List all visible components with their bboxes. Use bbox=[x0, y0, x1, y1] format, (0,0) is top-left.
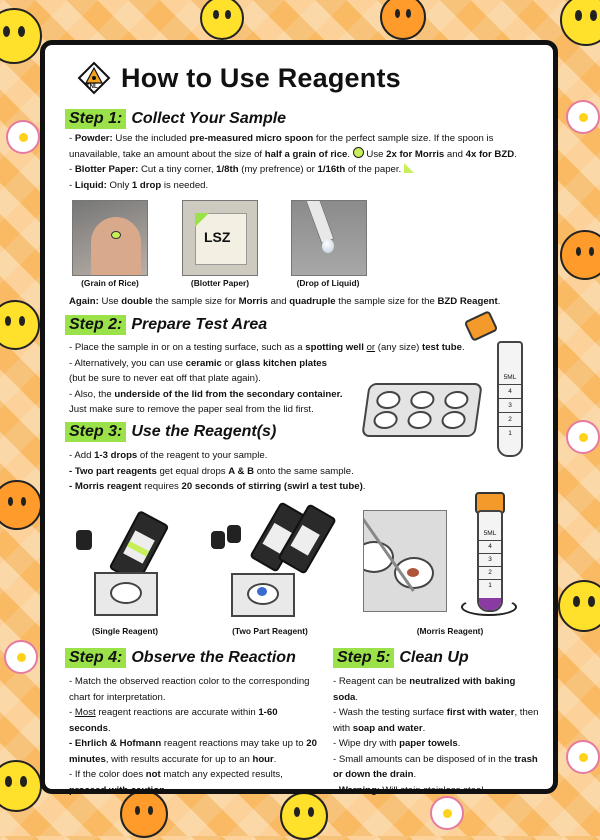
step2-line5: Just make sure to remove the paper seal from the lid first. bbox=[69, 404, 314, 415]
tube-mark: 2 bbox=[479, 567, 501, 580]
step2-line3: (but be sure to never eat off that plate again). bbox=[69, 373, 261, 384]
flower-icon bbox=[430, 796, 464, 830]
flower-icon bbox=[566, 420, 600, 454]
tube-mark: 4 bbox=[479, 541, 501, 554]
step4-badge: Step 4: bbox=[65, 648, 126, 668]
tube-mark: 2 bbox=[499, 413, 521, 427]
step5-line1: - Reagent can be neutralized with baking soda. bbox=[333, 676, 516, 703]
step5-text bbox=[333, 674, 543, 798]
tube-mark: 5ML bbox=[479, 528, 501, 541]
tube-mark: 1 bbox=[508, 430, 512, 437]
blotter-line: - Blotter Paper: Cut a tiny corner, 1/8th (my prefrence) or 1/16th of the paper. bbox=[69, 162, 539, 178]
smiley-face-icon bbox=[380, 0, 426, 40]
logo-text: TNL bbox=[86, 84, 98, 90]
step5-line5: - Warning: Will stain stainless steel... bbox=[333, 784, 492, 796]
smiley-face-icon bbox=[0, 760, 42, 812]
spotting-well-image bbox=[361, 383, 483, 437]
flower-icon bbox=[6, 120, 40, 154]
smiley-face-icon bbox=[200, 0, 244, 40]
step2-line1: - Place the sample in or on a testing surface, such as a spotting well or (any size) test tube. bbox=[69, 342, 465, 353]
morris-tube-image bbox=[477, 510, 503, 612]
step1-badge: Step 1: bbox=[65, 109, 126, 129]
smiley-face-icon bbox=[560, 0, 600, 46]
step4-line4: - If the color does not match any expected results, proceed with caution. bbox=[69, 769, 283, 796]
step2-line2: - Alternatively, you can use ceramic or glass kitchen plates bbox=[69, 357, 327, 369]
step3-heading bbox=[65, 422, 276, 442]
blotter-corner-icon bbox=[404, 163, 414, 173]
two-part-reagent-image bbox=[205, 495, 335, 621]
step4-line1: - Match the observed reaction color to the corresponding chart for interpretation. bbox=[69, 676, 310, 703]
tube-mark: 1 bbox=[488, 582, 492, 589]
two-part-reagent-label: (Two Part Reagent) bbox=[232, 626, 308, 636]
step5-heading bbox=[333, 648, 469, 668]
step2-heading bbox=[65, 315, 267, 335]
powder-line: - Powder: Use the included pre-measured micro spoon for the perfect sample size. If the spoon is unavailable, take an amount about the size of half a grain of rice. Use 2x for Morris and 4x for BZD. bbox=[69, 133, 517, 160]
step1-title: Collect Your Sample bbox=[131, 110, 287, 127]
grain-of-rice-label: (Grain of Rice) bbox=[81, 278, 139, 288]
blotter-image-text: LSZ bbox=[204, 229, 231, 245]
drop-of-liquid-label: (Drop of Liquid) bbox=[296, 278, 360, 288]
step4-heading bbox=[65, 648, 296, 668]
flower-icon bbox=[566, 740, 600, 774]
blotter-paper-label: (Blotter Paper) bbox=[190, 278, 250, 288]
page-title: How to Use Reagents bbox=[121, 62, 401, 93]
step3-badge: Step 3: bbox=[65, 422, 126, 442]
single-reagent-label: (Single Reagent) bbox=[91, 626, 159, 636]
step2-line4: - Also, the underside of the lid from the secondary container. bbox=[69, 388, 343, 400]
step5-line2: - Wash the testing surface first with water, then with soap and water. bbox=[333, 707, 539, 734]
step3-line2: - Two part reagents get equal drops A & B onto the same sample. bbox=[69, 465, 354, 477]
rice-grain-icon bbox=[353, 147, 364, 158]
smiley-face-icon bbox=[0, 8, 42, 64]
step5-line4: - Small amounts can be disposed of in the trash or down the drain. bbox=[333, 753, 538, 780]
step1-text bbox=[69, 131, 539, 193]
morris-reagent-image bbox=[363, 510, 447, 612]
smiley-face-icon bbox=[280, 792, 328, 840]
step2-title: Prepare Test Area bbox=[131, 316, 268, 333]
step1-heading bbox=[65, 109, 286, 129]
morris-reagent-label: (Morris Reagent) bbox=[416, 626, 484, 636]
tube-mark: 3 bbox=[479, 554, 501, 567]
grain-of-rice-image bbox=[72, 200, 148, 276]
step3-text bbox=[69, 448, 489, 495]
header bbox=[77, 61, 401, 95]
drop-of-liquid-image bbox=[291, 200, 367, 276]
test-tube-cap bbox=[464, 310, 499, 342]
step4-line2: - Most reagent reactions are accurate within 1-60 seconds. bbox=[69, 707, 278, 734]
tube-mark: 3 bbox=[499, 399, 521, 413]
step4-title: Observe the Reaction bbox=[131, 649, 296, 666]
smiley-face-icon bbox=[0, 480, 42, 530]
step2-badge: Step 2: bbox=[65, 315, 126, 335]
liquid-line: - Liquid: Only 1 drop is needed. bbox=[69, 179, 209, 191]
blotter-paper-image bbox=[182, 200, 258, 276]
single-reagent-image bbox=[70, 500, 180, 620]
again-note: Again: Use double the sample size for Morris and quadruple the sample size for the BZD Reagent. bbox=[69, 296, 501, 307]
smiley-face-icon bbox=[0, 300, 40, 350]
tube-mark: 4 bbox=[499, 385, 521, 399]
step5-line3: - Wipe dry with paper towels. bbox=[333, 738, 461, 749]
step3-line1: - Add 1-3 drops of the reagent to your sample. bbox=[69, 450, 268, 461]
tnl-logo bbox=[77, 61, 111, 95]
tube-mark: 5ML bbox=[499, 371, 521, 385]
smiley-face-icon bbox=[558, 580, 600, 632]
smiley-face-icon bbox=[560, 230, 600, 280]
step3-title: Use the Reagent(s) bbox=[131, 423, 277, 440]
test-tube-image bbox=[497, 341, 523, 457]
step4-text bbox=[69, 674, 319, 798]
flower-icon bbox=[566, 100, 600, 134]
step3-line3: - Morris reagent requires 20 seconds of stirring (swirl a test tube). bbox=[69, 481, 366, 492]
step5-badge: Step 5: bbox=[333, 648, 394, 668]
step4-line3: - Ehrlich & Hofmann reagent reactions may take up to 20 minutes, with results accurate for up to an hour. bbox=[69, 738, 317, 765]
instruction-card bbox=[40, 40, 558, 794]
step5-title: Clean Up bbox=[399, 649, 469, 666]
flower-icon bbox=[4, 640, 38, 674]
swirl-arrow-icon bbox=[461, 598, 517, 616]
